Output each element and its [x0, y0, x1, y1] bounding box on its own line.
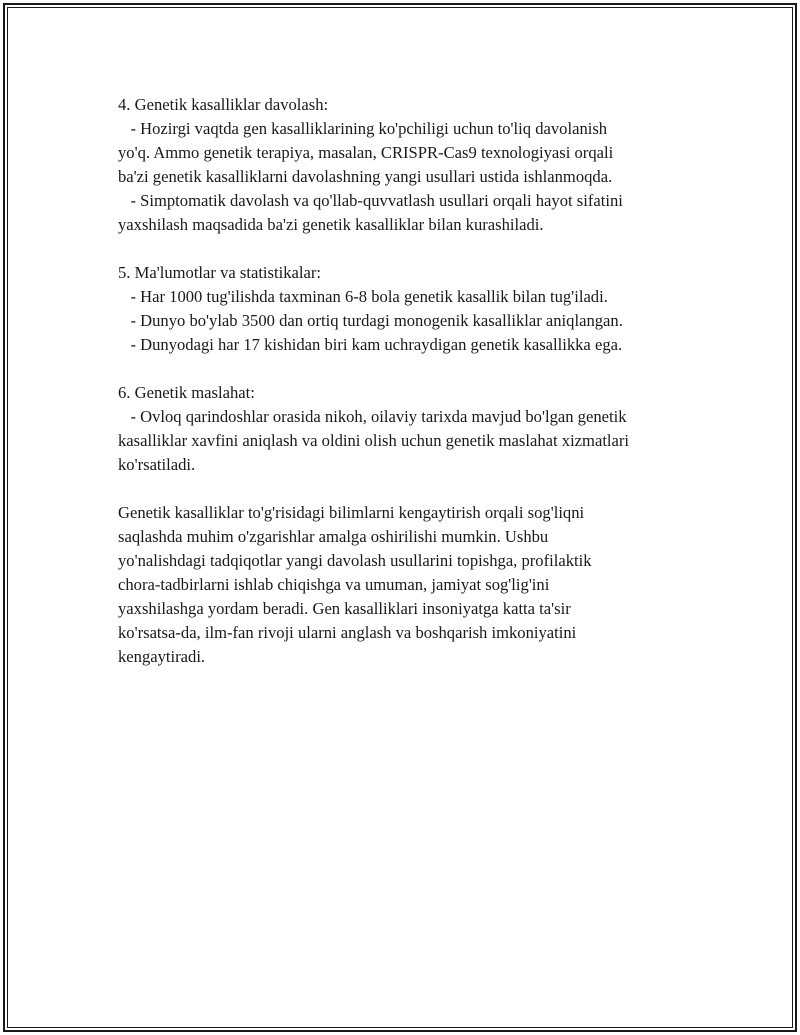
spacer [118, 477, 698, 501]
paragraph-line: - Hozirgi vaqtda gen kasalliklarining ko'pchiligi uchun to'liq davolanish [118, 119, 608, 138]
conclusion-paragraph [118, 501, 698, 669]
paragraph-line: - Ovloq qarindoshlar orasida nikoh, oilaviy tarixda mavjud bo'lgan genetik [118, 407, 627, 426]
document-body [118, 93, 698, 669]
section-heading: 5. Ma'lumotlar va statistikalar: [118, 263, 321, 282]
list-item: - Har 1000 tug'ilishda taxminan 6-8 bola genetik kasallik bilan tug'iladi. [118, 287, 608, 306]
section-statistics [118, 261, 698, 357]
section-counseling [118, 381, 698, 477]
paragraph-line: chora-tadbirlarni ishlab chiqishga va umuman, jamiyat sog'lig'ini [118, 575, 550, 594]
section-heading: 4. Genetik kasalliklar davolash: [118, 95, 329, 114]
section-treatment [118, 93, 698, 237]
section-heading: 6. Genetik maslahat: [118, 383, 255, 402]
paragraph-line: saqlashda muhim o'zgarishlar amalga oshirilishi mumkin. Ushbu [118, 527, 549, 546]
paragraph-line: - Simptomatik davolash va qo'llab-quvvatlash usullari orqali hayot sifatini [118, 191, 623, 210]
paragraph-line: yaxshilashga yordam beradi. Gen kasalliklari insoniyatga katta ta'sir [118, 599, 571, 618]
spacer [118, 357, 698, 381]
paragraph-line: yaxshilash maqsadida ba'zi genetik kasalliklar bilan kurashiladi. [118, 215, 544, 234]
paragraph-line: kengaytiradi. [118, 647, 206, 666]
spacer [118, 237, 698, 261]
paragraph-line: ba'zi genetik kasalliklarni davolashning yangi usullari ustida ishlanmoqda. [118, 167, 613, 186]
list-item: - Dunyodagi har 17 kishidan biri kam uchraydigan genetik kasallikka ega. [118, 335, 623, 354]
paragraph-line: kasalliklar xavfini aniqlash va oldini olish uchun genetik maslahat xizmatlari [118, 431, 630, 450]
paragraph-line: yo'nalishdagi tadqiqotlar yangi davolash usullarini topishga, profilaktik [118, 551, 592, 570]
paragraph-line: ko'rsatsa-da, ilm-fan rivoji ularni anglash va boshqarish imkoniyatini [118, 623, 577, 642]
paragraph-line: Genetik kasalliklar to'g'risidagi bilimlarni kengaytirish orqali sog'liqni [118, 503, 585, 522]
list-item: - Dunyo bo'ylab 3500 dan ortiq turdagi monogenik kasalliklar aniqlangan. [118, 311, 623, 330]
paragraph-line: ko'rsatiladi. [118, 455, 196, 474]
paragraph-line: yo'q. Ammo genetik terapiya, masalan, CRISPR-Cas9 texnologiyasi orqali [118, 143, 614, 162]
